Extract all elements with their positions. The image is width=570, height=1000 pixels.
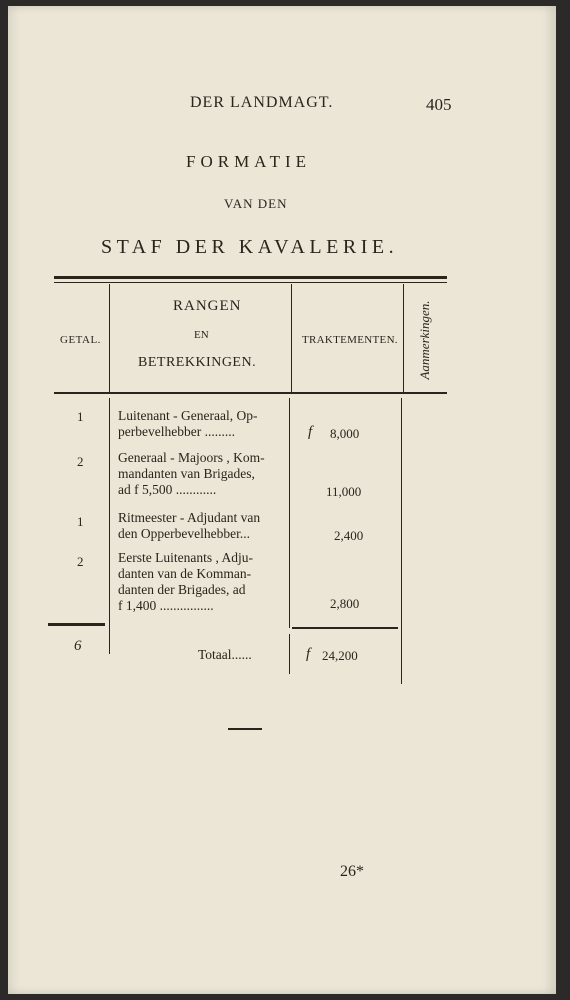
row3-line1: Ritmeester - Adjudant van [118, 510, 261, 525]
signature-mark: 26* [340, 863, 364, 880]
row4-getal: 2 [77, 554, 84, 569]
total-amount: 24,200 [322, 648, 358, 663]
body-col-rule-1 [109, 398, 110, 654]
row2-line3: ad f 5,500 ............ [118, 482, 217, 497]
title-van-den: VAN DEN [224, 196, 288, 211]
header-col-rule-3 [403, 284, 404, 392]
row2-getal: 2 [77, 454, 84, 469]
row2-rang [118, 450, 281, 498]
closing-rule [228, 728, 262, 730]
row1-currency: f [308, 424, 313, 440]
total-rule-left [48, 623, 105, 626]
header-col-rule-1 [109, 284, 110, 392]
title-staf-der-kavalerie: STAF DER KAVALERIE. [101, 236, 399, 258]
header-col-rule-2 [291, 284, 292, 392]
row4-amount: 2,800 [330, 596, 360, 611]
total-label: Totaal...... [198, 647, 252, 662]
page-number: 405 [426, 95, 452, 114]
header-traktementen: TRAKTEMENTEN. [302, 334, 398, 346]
total-rule-right [292, 627, 398, 629]
running-title: DER LANDMAGT. [190, 94, 334, 111]
body-col-rule-3 [401, 398, 402, 684]
total-currency: f [306, 646, 311, 662]
body-col-rule-2 [289, 398, 290, 628]
row2-line1: Generaal - Majoors , Kom- [118, 450, 265, 465]
row3-rang [118, 510, 281, 542]
header-aanmerkingen: Aanmerkingen. [417, 300, 432, 380]
table-top-rule-thin [54, 282, 447, 283]
row4-line1: Eerste Luitenants , Adju- [118, 550, 253, 565]
row4-line3: danten der Brigades, ad [118, 582, 246, 597]
row4-line2: danten van de Komman- [118, 566, 252, 581]
row3-line2: den Opperbevelhebber... [118, 526, 250, 541]
table-top-rule-thick [54, 276, 447, 279]
row1-amount: 8,000 [330, 426, 360, 441]
header-betrekkingen: BETREKKINGEN. [138, 355, 257, 370]
body-col-rule-2-lower [289, 634, 290, 674]
row1-getal: 1 [77, 409, 84, 424]
row4-line4: f 1,400 ................ [118, 598, 214, 613]
row2-line2: mandanten van Brigades, [118, 466, 255, 481]
row1-line2: perbevelhebber ......... [118, 424, 235, 439]
row2-amount: 11,000 [326, 484, 362, 499]
row1-line1: Luitenant - Generaal, Op- [118, 408, 258, 423]
row1-rang [118, 408, 281, 440]
header-bottom-rule [54, 392, 447, 394]
total-getal: 6 [74, 638, 82, 654]
header-rangen: RANGEN [173, 298, 242, 314]
book-page [8, 6, 556, 994]
header-en: EN [194, 329, 209, 341]
row3-getal: 1 [77, 514, 84, 529]
row3-amount: 2,400 [334, 528, 364, 543]
row4-rang [118, 550, 281, 614]
header-getal: GETAL. [60, 334, 101, 346]
title-formatie: FORMATIE [186, 152, 312, 171]
